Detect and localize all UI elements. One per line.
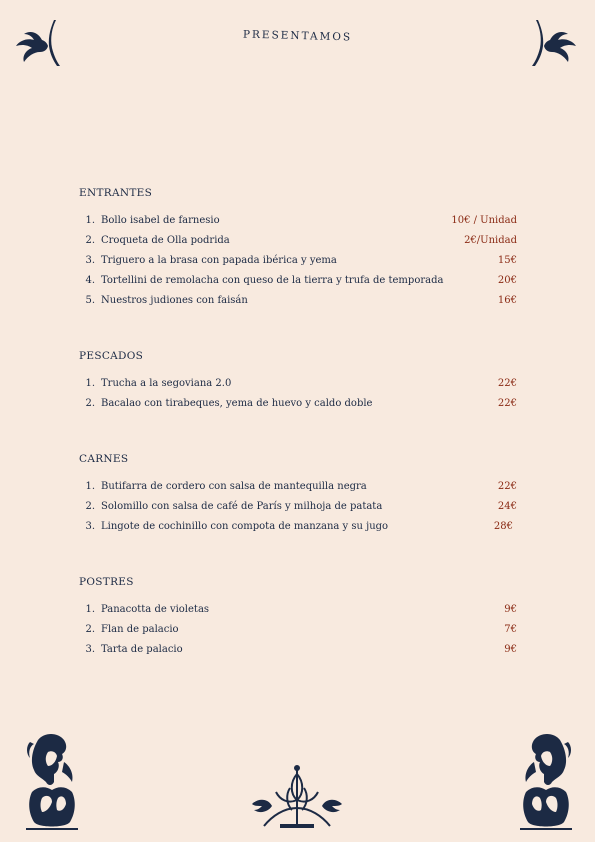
item-name: Trucha a la segoviana 2.0 <box>101 378 232 389</box>
item-number: 2. <box>85 501 95 512</box>
item-number: 5. <box>85 295 95 306</box>
item-price: 9€ <box>504 604 517 615</box>
item-name: Panacotta de violetas <box>101 604 210 615</box>
menu-item <box>85 520 517 534</box>
menu-item <box>85 480 517 494</box>
item-price: 22€ <box>497 481 517 492</box>
section-entrantes <box>79 186 519 312</box>
item-name: Bollo isabel de farnesio <box>101 215 220 226</box>
section-title: PESCADOS <box>79 350 144 362</box>
item-price: 15€ <box>497 255 517 266</box>
menu-item <box>85 623 517 637</box>
item-name: Butifarra de cordero con salsa de mantequilla negra <box>101 481 367 492</box>
menu-item <box>85 294 517 308</box>
item-name: Solomillo con salsa de café de París y milhoja de patata <box>101 501 383 512</box>
menu-item <box>85 254 517 268</box>
item-name: Tortellini de remolacha con queso de la tierra y trufa de temporada <box>101 275 444 286</box>
section-postres <box>79 575 519 659</box>
item-price: 16€ <box>497 295 517 306</box>
item-price: 9€ <box>504 644 517 655</box>
section-title: POSTRES <box>79 576 134 588</box>
item-price: 2€/Unidad <box>464 235 517 246</box>
menu-item <box>85 234 517 248</box>
item-number: 2. <box>85 624 95 635</box>
item-price: 28€ <box>493 521 513 532</box>
art-nouveau-lady-portrait-icon <box>24 732 80 830</box>
menu-item <box>85 377 517 391</box>
item-number: 3. <box>85 644 95 655</box>
item-number: 1. <box>85 215 95 226</box>
item-name: Bacalao con tirabeques, yema de huevo y caldo doble <box>101 398 373 409</box>
menu-item <box>85 500 517 514</box>
item-number: 4. <box>85 275 95 286</box>
item-number: 1. <box>85 378 95 389</box>
item-number: 3. <box>85 521 95 532</box>
item-price: 22€ <box>497 398 517 409</box>
item-price: 7€ <box>504 624 517 635</box>
page-title: PRESENTAMOS <box>242 28 353 44</box>
menu-item <box>85 397 517 411</box>
floral-fleur-icon <box>530 18 580 68</box>
item-number: 1. <box>85 604 95 615</box>
item-number: 3. <box>85 255 95 266</box>
item-name: Croqueta de Olla podrida <box>101 235 230 246</box>
item-number: 1. <box>85 481 95 492</box>
art-nouveau-floral-ornament-icon <box>250 764 344 830</box>
item-name: Tarta de palacio <box>101 644 183 655</box>
item-number: 2. <box>85 235 95 246</box>
item-price: 22€ <box>497 378 517 389</box>
item-number: 2. <box>85 398 95 409</box>
item-price: 24€ <box>497 501 517 512</box>
item-name: Flan de palacio <box>101 624 179 635</box>
menu-item <box>85 274 517 288</box>
item-name: Nuestros judiones con faisán <box>101 295 248 306</box>
section-pescados <box>79 349 519 413</box>
section-title: CARNES <box>79 453 129 465</box>
item-price: 20€ <box>497 275 517 286</box>
menu-item <box>85 603 517 617</box>
section-carnes <box>79 452 519 536</box>
item-name: Triguero a la brasa con papada ibérica y yema <box>101 255 337 266</box>
item-price: 10€ / Unidad <box>451 215 517 226</box>
art-nouveau-lady-portrait-icon <box>518 732 574 830</box>
item-name: Lingote de cochinillo con compota de manzana y su jugo <box>101 521 389 532</box>
menu-item <box>85 214 517 228</box>
section-title: ENTRANTES <box>79 187 153 199</box>
menu-item <box>85 643 517 657</box>
floral-fleur-icon <box>12 18 62 68</box>
